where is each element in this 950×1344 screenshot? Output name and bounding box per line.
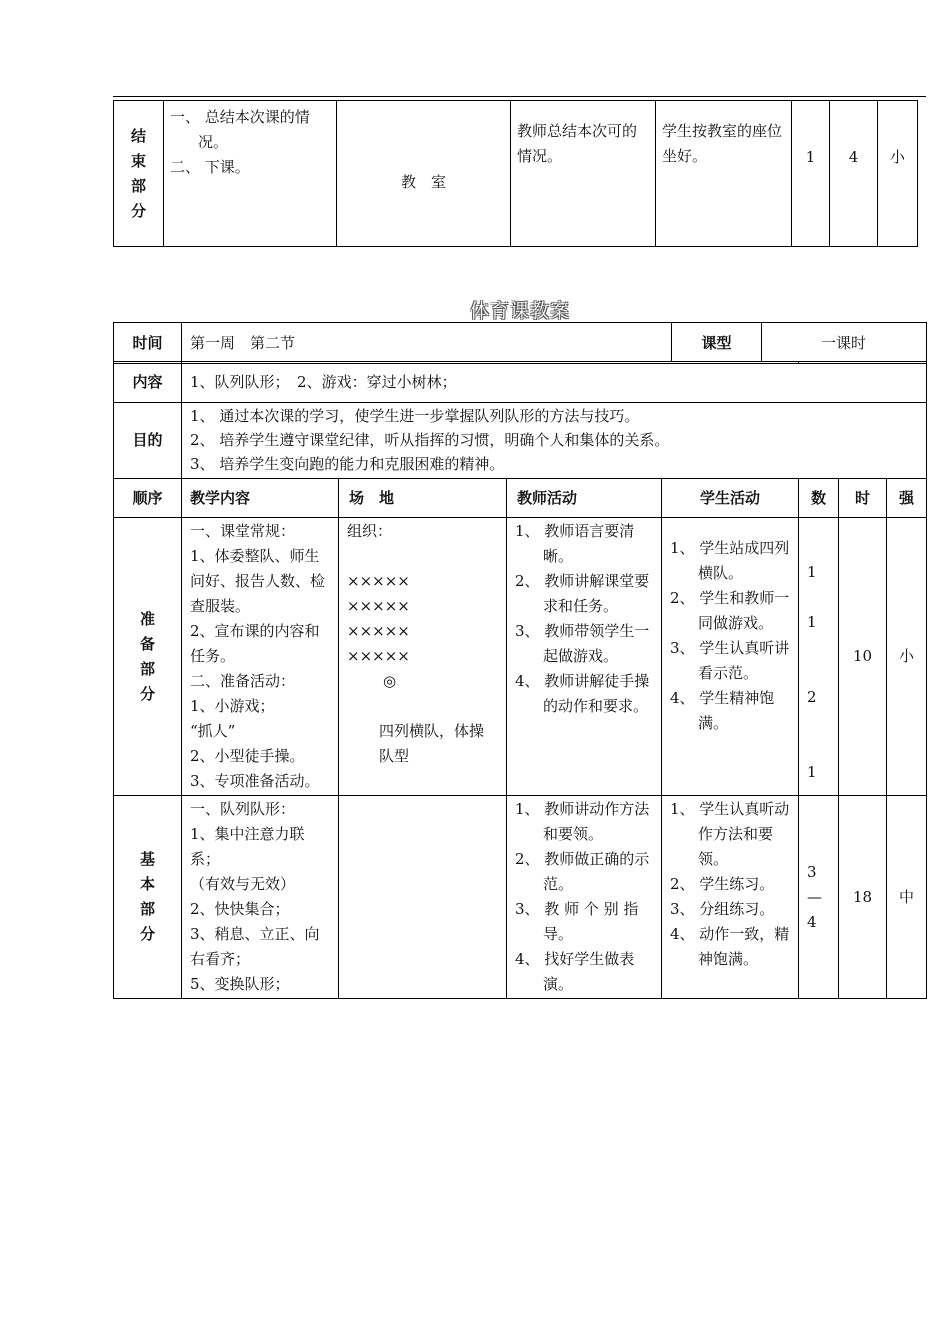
- closing-intensity: [878, 101, 918, 247]
- prep-content: [182, 518, 339, 796]
- prep-content-line: 一、课堂常规：: [190, 522, 296, 540]
- closing-count-text: 1: [805, 148, 816, 166]
- prep-section-label: [114, 518, 182, 796]
- teacher-position-mark: ◎: [383, 672, 397, 690]
- prep-content-line: 1、小游戏；: [190, 697, 275, 715]
- basic-student-item: 4、 动作一致，精神饱满。: [670, 925, 790, 968]
- basic-counts: [799, 796, 839, 999]
- closing-content-line: 二、 下课。: [170, 158, 250, 176]
- prep-student-item: 1、 学生站成四列横队。: [670, 539, 790, 582]
- basic-label-text: 基本部分: [140, 850, 156, 943]
- type-label-text: 课型: [701, 333, 732, 352]
- prep-venue-org: 组织：: [347, 522, 393, 540]
- goal-item: 1、 通过本次课的学习，使学生进一步掌握队列队形的方法与技巧。: [190, 407, 640, 425]
- closing-content: [164, 101, 337, 247]
- closing-intensity-text: 小: [889, 148, 905, 166]
- closing-teacher-text: 教师总结本次可的情况。: [517, 122, 638, 165]
- basic-student: [662, 796, 799, 999]
- prep-content-line: “抓人”: [190, 722, 236, 740]
- prep-student-item: 3、 学生认真听讲看示范。: [670, 639, 790, 682]
- formation-row: ×××××: [347, 572, 410, 590]
- closing-table: [113, 100, 918, 247]
- prep-intensity: 小: [887, 518, 927, 796]
- closing-section-label: [114, 101, 164, 247]
- closing-time-text: 4: [848, 148, 859, 166]
- basic-content-line: 2、快快集合；: [190, 900, 290, 918]
- basic-content-line: 3、稍息、立正、向右看齐；: [190, 925, 320, 968]
- basic-intensity: 中: [887, 796, 927, 999]
- closing-time: [830, 101, 878, 247]
- prep-teacher: [507, 518, 662, 796]
- closing-venue-text: 教 室: [400, 173, 446, 191]
- type-label-box: [671, 322, 762, 362]
- prep-teacher-item: 3、 教师带领学生一起做游戏。: [515, 622, 650, 665]
- basic-teacher-item: 4、 找好学生做表演。: [515, 950, 635, 993]
- basic-content-line: 1、集中注意力联系；: [190, 825, 305, 868]
- basic-teacher-item: 3、 教 师 个 别 指导。: [515, 900, 639, 943]
- header-count: 数: [799, 479, 839, 518]
- goal-label: 目的: [114, 403, 182, 479]
- basic-student-item: 3、 分组练习。: [670, 900, 775, 918]
- goal-item: 2、 培养学生遵守课堂纪律，听从指挥的习惯，明确个人和集体的关系。: [190, 431, 670, 449]
- basic-venue: [339, 796, 507, 999]
- closing-teacher: [511, 101, 656, 247]
- basic-count: 4: [807, 912, 817, 931]
- closing-content-line: 一、 总结本次课的情况。: [170, 108, 310, 151]
- prep-teacher-item: 2、 教师讲解课堂要求和任务。: [515, 572, 650, 615]
- prep-count: 1: [807, 763, 817, 781]
- top-rule: [113, 96, 926, 97]
- prep-content-line: 1、体委整队、师生问好、报告人数、检查服装。: [190, 547, 326, 615]
- basic-content-line: 一、队列队形：: [190, 800, 296, 818]
- prep-content-line: 2、小型徒手操。: [190, 747, 305, 765]
- header-content: 教学内容: [182, 479, 339, 518]
- closing-student: [656, 101, 792, 247]
- type-value-text: 一课时: [820, 333, 866, 352]
- title-text: 体育课教案: [469, 300, 570, 322]
- formation-row: ×××××: [347, 622, 410, 640]
- header-time: 时: [839, 479, 887, 518]
- content-value-text: 1、队列队形； 2、游戏：穿过小树林；: [190, 372, 457, 391]
- prep-teacher-item: 1、 教师语言要清晰。: [515, 522, 635, 565]
- prep-student-item: 2、 学生和教师一同做游戏。: [670, 589, 790, 632]
- header-venue: 场 地: [339, 479, 507, 518]
- basic-content: [182, 796, 339, 999]
- formation-row: ×××××: [347, 597, 410, 615]
- prep-label-text: 准备部分: [140, 609, 156, 703]
- goal-list: [182, 403, 927, 479]
- lesson-plan-body: [113, 361, 927, 999]
- prep-count: 1: [807, 563, 817, 581]
- header-intensity: 强: [887, 479, 927, 518]
- prep-count: 1: [807, 613, 817, 631]
- basic-teacher-item: 2、 教师做正确的示范。: [515, 850, 650, 893]
- goal-item: 3、 培养学生变向跑的能力和克服困难的精神。: [190, 455, 505, 473]
- prep-venue-note: 四列横队，体操队型: [379, 722, 485, 765]
- type-value-box: [762, 323, 925, 361]
- content-label: 内容: [114, 362, 182, 403]
- prep-content-line: 3、专项准备活动。: [190, 772, 320, 790]
- prep-content-line: 二、准备活动：: [190, 672, 296, 690]
- closing-label-text: 结束部分: [131, 126, 147, 220]
- time-label: 时间: [114, 323, 182, 364]
- basic-content-line: 5、变换队形；: [190, 975, 290, 993]
- lesson-plan-title: [0, 296, 950, 323]
- prep-content-line: 2、宣布课的内容和任务。: [190, 622, 320, 665]
- prep-count: 2: [807, 688, 817, 706]
- basic-section-label: [114, 796, 182, 999]
- basic-count: 3: [807, 862, 817, 881]
- basic-teacher-item: 1、 教师讲动作方法和要领。: [515, 800, 650, 843]
- header-teacher: 教师活动: [507, 479, 662, 518]
- time-value-text: 第一周 第二节: [190, 333, 296, 352]
- closing-venue: [337, 101, 511, 247]
- basic-time: 18: [839, 796, 887, 999]
- formation-row: ×××××: [347, 647, 410, 665]
- basic-student-item: 2、 学生练习。: [670, 875, 775, 893]
- prep-student-item: 4、 学生精神饱满。: [670, 689, 775, 732]
- header-order: 顺序: [114, 479, 182, 518]
- basic-teacher: [507, 796, 662, 999]
- prep-student: [662, 518, 799, 796]
- basic-student-item: 1、 学生认真听动作方法和要领。: [670, 800, 790, 868]
- content-value: [182, 362, 927, 403]
- header-student: 学生活动: [662, 479, 799, 518]
- closing-student-text: 学生按教室的座位坐好。: [662, 122, 783, 165]
- prep-time: 10: [839, 518, 887, 796]
- closing-count: [792, 101, 830, 247]
- basic-count: —: [807, 887, 822, 906]
- prep-venue: [339, 518, 507, 796]
- basic-content-line: （有效与无效）: [190, 875, 296, 893]
- prep-counts: [799, 518, 839, 796]
- prep-teacher-item: 4、 教师讲解徒手操的动作和要求。: [515, 672, 650, 715]
